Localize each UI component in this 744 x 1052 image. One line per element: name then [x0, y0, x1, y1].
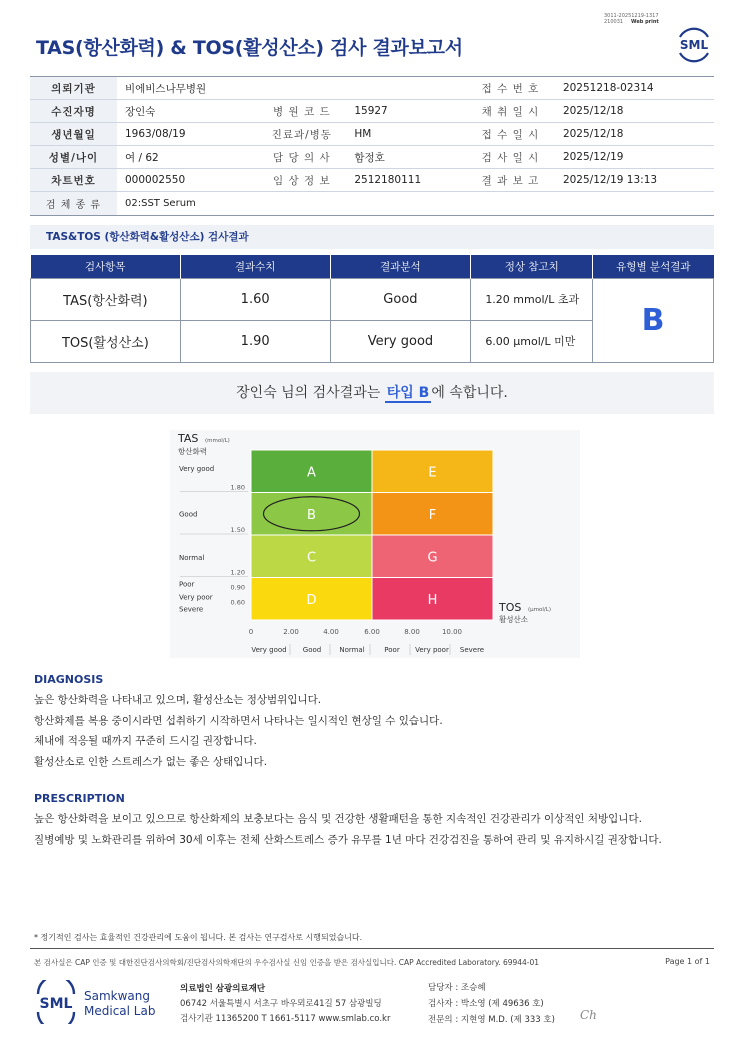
- page-title: TAS(항산화력) & TOS(활성산소) 검사 결과보고서: [36, 37, 463, 59]
- info-value: 여 / 62: [117, 146, 257, 169]
- result-reference: 1.20 mmol/L 초과: [471, 278, 593, 320]
- diagnosis-heading: DIAGNOSIS: [34, 673, 104, 686]
- x-band-label: Poor: [384, 646, 400, 654]
- chart-cell-label: F: [428, 507, 437, 523]
- organization-info: [180, 982, 390, 1027]
- chart-cell-label: A: [307, 465, 316, 481]
- x-band-label: Severe: [459, 646, 485, 654]
- info-row: [30, 77, 714, 100]
- staff-specialist: 전문의 : 지현영 M.D. (제 333 호): [428, 1015, 555, 1025]
- result-value: 1.90: [180, 320, 330, 362]
- footer-note: * 정기적인 검사는 효율적인 건강관리에 도움이 됩니다. 본 검사는 연구검사로 시행되었습니다.: [34, 933, 363, 942]
- y-tick-label: 1.20: [230, 568, 245, 577]
- info-label: 채 취 일 시: [466, 100, 555, 123]
- info-value: 비에비스나무병원: [117, 77, 257, 100]
- x-band-label: Very poor: [415, 646, 449, 654]
- org-contact: 검사기관 11365200 T 1661-5117 www.smlab.co.kr: [180, 1014, 391, 1024]
- x-band-label: Good: [302, 646, 322, 654]
- prescription-heading: PRESCRIPTION: [34, 792, 125, 805]
- x-axis-sublabel: 활성산소: [499, 615, 528, 624]
- chart-cell-label: E: [428, 465, 437, 481]
- info-label: 접 수 번 호: [466, 77, 555, 100]
- info-label: 의뢰기관: [30, 77, 117, 100]
- y-band-label: Very good: [179, 465, 215, 473]
- doc-id-line2: 210031: [604, 19, 624, 25]
- info-value: 2025/12/18: [555, 100, 714, 123]
- x-axis-unit: (μmol/L): [528, 607, 551, 613]
- x-tick-label: 4.00: [323, 628, 339, 636]
- result-item: TAS(항산화력): [31, 278, 181, 320]
- info-row: [30, 123, 714, 146]
- info-label: 생년월일: [30, 123, 117, 146]
- info-label: 담 당 의 사: [257, 146, 346, 169]
- y-tick-label: 1.50: [230, 526, 245, 534]
- info-value: 1963/08/19: [117, 123, 257, 146]
- y-axis-label: TAS: [178, 432, 199, 445]
- info-label: 병 원 코 드: [257, 100, 346, 123]
- diagnosis-line: 높은 항산화력을 나타내고 있으며, 활성산소는 정상범위입니다.: [34, 694, 322, 706]
- y-band-label: Poor: [179, 580, 195, 589]
- info-row: [30, 192, 714, 216]
- x-band-label: Normal: [339, 646, 365, 654]
- document-id: [604, 13, 659, 25]
- chart-cell-label: G: [427, 550, 438, 566]
- info-value: 20251218-02314: [555, 77, 714, 100]
- diagnosis-line: 활성산소로 인한 스트레스가 없는 좋은 상태입니다.: [34, 755, 268, 768]
- x-tick-label: 10.00: [441, 628, 463, 636]
- sml-logo: [674, 24, 714, 64]
- chart-cell-label: H: [427, 592, 438, 608]
- info-label: 성별/나이: [30, 146, 117, 169]
- info-value: 장인숙: [117, 100, 257, 123]
- type-chart-svg: [170, 430, 580, 658]
- col-header-item: 검사항목: [31, 255, 181, 278]
- page-number: Page 1 of 1: [665, 957, 710, 966]
- info-label: 진료과/병동: [257, 123, 346, 146]
- signature: Ch: [580, 1008, 597, 1022]
- info-label: 임 상 정 보: [257, 169, 346, 192]
- info-value: 2025/12/19 13:13: [555, 169, 714, 192]
- diagnosis-line: 항산화제를 복용 중이시라면 섭취하기 시작하면서 나타나는 일시적인 현상일 수 있습니다.: [34, 714, 443, 727]
- col-header-type: 유형별 분석결과: [593, 255, 714, 278]
- info-label: 검 사 일 시: [466, 146, 555, 169]
- results-table: [30, 255, 714, 363]
- patient-info-table: [30, 76, 714, 216]
- chart-cell-label: D: [306, 592, 317, 608]
- info-value: 000002550: [117, 169, 257, 192]
- prescription-text: [34, 809, 662, 850]
- x-tick-label: 2.00: [283, 628, 299, 636]
- doc-id-line1: 3011-20251219-1317: [604, 13, 659, 19]
- web-print-label: Web print: [631, 19, 659, 25]
- info-label: 수진자명: [30, 100, 117, 123]
- result-analysis: Good: [330, 278, 471, 320]
- info-value: HM: [346, 123, 466, 146]
- org-name: 의료법인 삼광의료재단: [180, 984, 266, 994]
- x-tick-label: 8.00: [404, 628, 420, 636]
- col-header-analysis: 결과분석: [330, 255, 471, 278]
- result-item: TOS(활성산소): [31, 320, 181, 362]
- samkwang-logo: [34, 980, 164, 1024]
- info-label: [257, 77, 346, 100]
- diagnosis-line: 체내에 적응될 때까지 꾸준히 드시길 권장합니다.: [34, 735, 257, 747]
- y-band-label: Severe: [179, 605, 204, 614]
- x-tick-label: 0: [248, 628, 254, 636]
- samkwang-logo-line2: Medical Lab: [84, 1004, 156, 1018]
- x-axis-label: TOS: [499, 601, 522, 614]
- info-value: 2512180111: [346, 169, 466, 192]
- result-type-badge: B: [593, 278, 714, 362]
- info-label: 차트번호: [30, 169, 117, 192]
- samkwang-logo-mark: SML: [39, 996, 73, 1012]
- footer-certification: 본 검사실은 CAP 인증 및 대한진단검사의학회/진단검사의학재단의 우수검사실 신임 인증을 받은 검사실입니다. CAP Accredited Laboratory. 69944-01: [34, 958, 540, 967]
- prescription-line: 높은 항산화력을 보이고 있으므로 항산화제의 보충보다는 음식 및 건강한 생활패턴을 통한 지속적인 건강관리가 이상적인 처방입니다.: [34, 813, 642, 825]
- col-header-reference: 정상 참고치: [471, 255, 593, 278]
- y-axis-unit: (mmol/L): [205, 438, 230, 444]
- info-label: 접 수 일 시: [466, 123, 555, 146]
- table-row: [31, 278, 714, 320]
- info-value: 15927: [346, 100, 466, 123]
- sml-logo-text: SML: [679, 38, 709, 52]
- type-chart: [170, 430, 580, 658]
- org-address: 06742 서울특별시 서초구 바우뫼로41길 57 삼광빌딩: [180, 999, 382, 1009]
- summary-prefix: 장인숙 님의 검사결과는: [236, 385, 381, 401]
- info-value: 2025/12/18: [555, 123, 714, 146]
- result-analysis: Very good: [330, 320, 471, 362]
- y-tick-label: 1.80: [230, 483, 245, 492]
- chart-cell-label: C: [306, 550, 317, 566]
- info-row: [30, 100, 714, 123]
- specimen-value: 02:SST Serum: [117, 192, 714, 216]
- result-value: 1.60: [180, 278, 330, 320]
- chart-cell-label: B: [307, 507, 316, 523]
- info-value: 함정호: [346, 146, 466, 169]
- y-tick-label: 0.90: [230, 583, 245, 592]
- y-band-label: Normal: [179, 554, 205, 562]
- diagnosis-text: [34, 690, 443, 772]
- specimen-label: 검 체 종 류: [30, 192, 117, 216]
- footer-divider: [30, 948, 714, 949]
- y-axis-sublabel: 항산화력: [178, 447, 207, 456]
- info-value: [346, 77, 466, 100]
- prescription-line: 질병예방 및 노화관리를 위하여 30세 이후는 전체 산화스트레스 증가 유무를 1년 마다 건강검진을 통하여 관리 및 유지하시길 권장합니다.: [34, 833, 662, 846]
- staff-info: [428, 980, 555, 1028]
- summary-suffix: 에 속합니다.: [431, 385, 508, 401]
- staff-tester: 검사자 : 박소영 (제 49636 호): [428, 999, 544, 1009]
- y-tick-label: 0.60: [230, 598, 245, 607]
- info-row: [30, 146, 714, 169]
- col-header-value: 결과수치: [180, 255, 330, 278]
- info-row: [30, 169, 714, 192]
- info-label: 결 과 보 고: [466, 169, 555, 192]
- info-value: 2025/12/19: [555, 146, 714, 169]
- summary-type: 타입 B: [386, 385, 430, 401]
- x-tick-label: 6.00: [364, 628, 380, 636]
- samkwang-logo-line1: Samkwang: [84, 989, 150, 1003]
- staff-manager: 담당자 : 조승혜: [428, 983, 486, 993]
- y-band-label: Good: [179, 510, 198, 519]
- result-reference: 6.00 μmol/L 미만: [471, 320, 593, 362]
- results-section-title: TAS&TOS (항산화력&활성산소) 검사결과: [30, 225, 714, 249]
- y-band-label: Very poor: [179, 593, 213, 602]
- result-summary: [30, 372, 714, 414]
- x-band-label: Very good: [251, 646, 287, 654]
